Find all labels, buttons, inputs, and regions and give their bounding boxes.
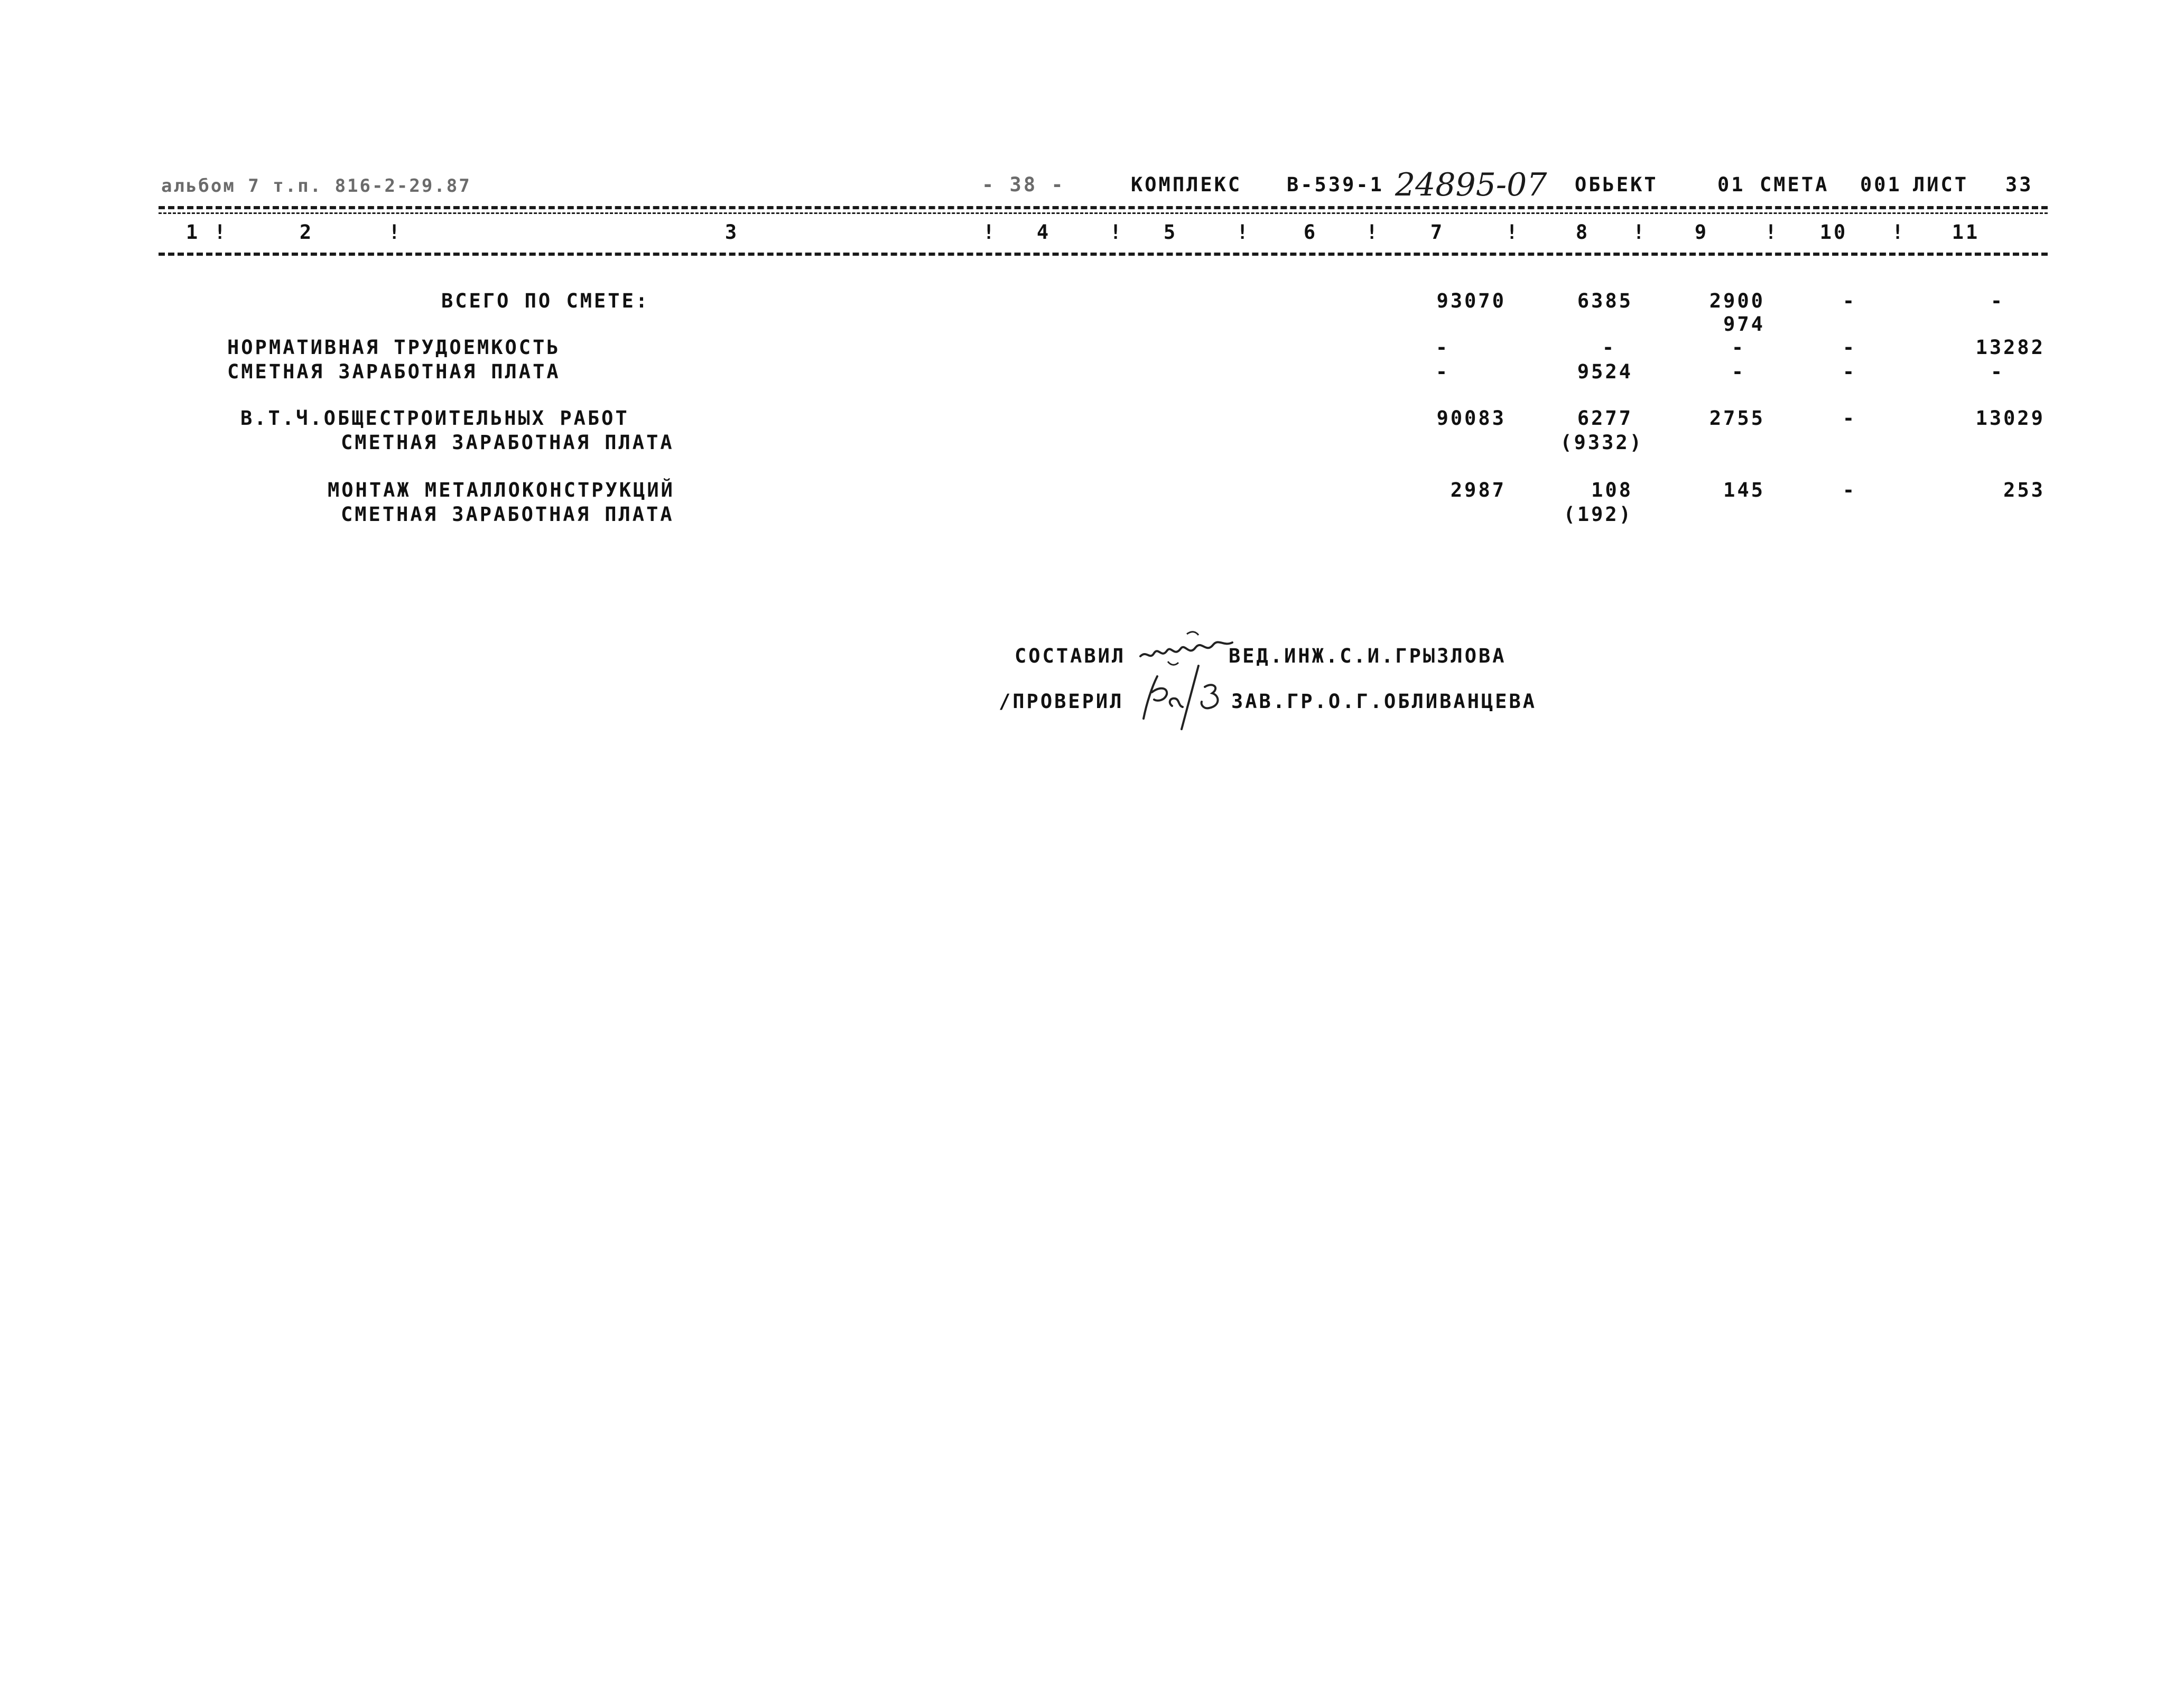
sheet-label: ЛИСТ [1913, 173, 1969, 196]
cell-col8: (9332) [1560, 431, 1643, 454]
cell-col10: - [1842, 407, 1857, 430]
cell-col11: 13029 [1975, 407, 2045, 430]
row-label: МОНТАЖ МЕТАЛЛОКОНСТРУКЦИЙ [328, 479, 675, 501]
column-number: 10 [1819, 221, 1848, 244]
cell-col9: 145 [1723, 479, 1765, 501]
cell-col10: - [1842, 360, 1857, 383]
column-number: 11 [1951, 221, 1980, 244]
checked-label: /ПРОВЕРИЛ [999, 690, 1124, 713]
column-separator: ! [1366, 221, 1380, 244]
column-number: 9 [1694, 221, 1709, 244]
checked-signature [1131, 655, 1231, 734]
cell-col8: 6385 [1577, 290, 1633, 312]
cell-col8: 6277 [1577, 407, 1633, 430]
column-separator: ! [1506, 221, 1520, 244]
object-label: ОБЬЕКТ [1575, 173, 1658, 196]
sheet-value: 33 [2005, 173, 2033, 196]
cell-col11: - [1990, 360, 2005, 383]
cell-col10: - [1842, 336, 1857, 359]
object-value: 01 [1717, 173, 1745, 196]
album-reference: альбом 7 т.п. 816-2-29.87 [161, 175, 471, 197]
column-separator: ! [1765, 221, 1779, 244]
header-bottom-rule [159, 253, 2048, 256]
cell-col10: - [1842, 290, 1857, 312]
row-label: В.Т.Ч.ОБЩЕСТРОИТЕЛЬНЫХ РАБОТ [240, 407, 629, 430]
cell-col9: 2755 [1709, 407, 1765, 430]
row-label: ВСЕГО ПО СМЕТЕ: [441, 290, 650, 312]
column-number: 1 [185, 221, 200, 244]
column-separator: ! [1892, 221, 1906, 244]
cell-col9: - [1731, 336, 1746, 359]
cell-col7: - [1435, 336, 1450, 359]
cell-col9: - [1731, 360, 1746, 383]
cell-col9: 2900 [1709, 290, 1765, 312]
column-number: 3 [724, 221, 739, 244]
column-separator: ! [1633, 221, 1647, 244]
estimate-value: 001 [1860, 173, 1902, 196]
column-number: 6 [1303, 221, 1318, 244]
handwritten-code: 24895-07 [1395, 166, 1547, 203]
header-mid-rule [159, 212, 2048, 214]
complex-label: КОМПЛЕКС [1131, 173, 1242, 196]
column-number: 7 [1430, 221, 1445, 244]
cell-col8: 108 [1591, 479, 1633, 501]
row-label: СМЕТНАЯ ЗАРАБОТНАЯ ПЛАТА [341, 431, 674, 454]
column-separator: ! [1110, 221, 1124, 244]
checked-by: ЗАВ.ГР.О.Г.ОБЛИВАНЦЕВА [1231, 690, 1537, 713]
row-label: НОРМАТИВНАЯ ТРУДОЕМКОСТЬ [227, 336, 561, 359]
estimate-label: СМЕТА [1760, 173, 1829, 196]
complex-code: В-539-1 [1287, 173, 1384, 196]
cell-col11: - [1990, 290, 2005, 312]
page-number: - 38 - [982, 173, 1065, 196]
cell-col11: 13282 [1975, 336, 2045, 359]
column-number: 2 [299, 221, 314, 244]
column-separator: ! [983, 221, 997, 244]
cell-col7: - [1435, 360, 1450, 383]
row-label: СМЕТНАЯ ЗАРАБОТНАЯ ПЛАТА [341, 503, 674, 526]
cell-col7: 90083 [1436, 407, 1506, 430]
cell-col10: - [1842, 479, 1857, 501]
cell-col7: 93070 [1436, 290, 1506, 312]
column-number: 4 [1036, 221, 1051, 244]
compiled-by: ВЕД.ИНЖ.С.И.ГРЫЗЛОВА [1229, 645, 1507, 667]
compiled-label: СОСТАВИЛ [1015, 645, 1126, 667]
column-number: 5 [1163, 221, 1178, 244]
column-number: 8 [1575, 221, 1590, 244]
cell-col11: 253 [2003, 479, 2045, 501]
column-separator: ! [1237, 221, 1251, 244]
cell-col8: 9524 [1577, 360, 1633, 383]
cell-col8: (192) [1563, 503, 1633, 526]
column-separator: ! [388, 221, 403, 244]
cell-col8: - [1602, 336, 1616, 359]
row-label: СМЕТНАЯ ЗАРАБОТНАЯ ПЛАТА [227, 360, 561, 383]
header-top-rule [159, 206, 2048, 209]
cell-col9: 974 [1723, 313, 1765, 336]
cell-col7: 2987 [1450, 479, 1506, 501]
column-separator: ! [214, 221, 228, 244]
